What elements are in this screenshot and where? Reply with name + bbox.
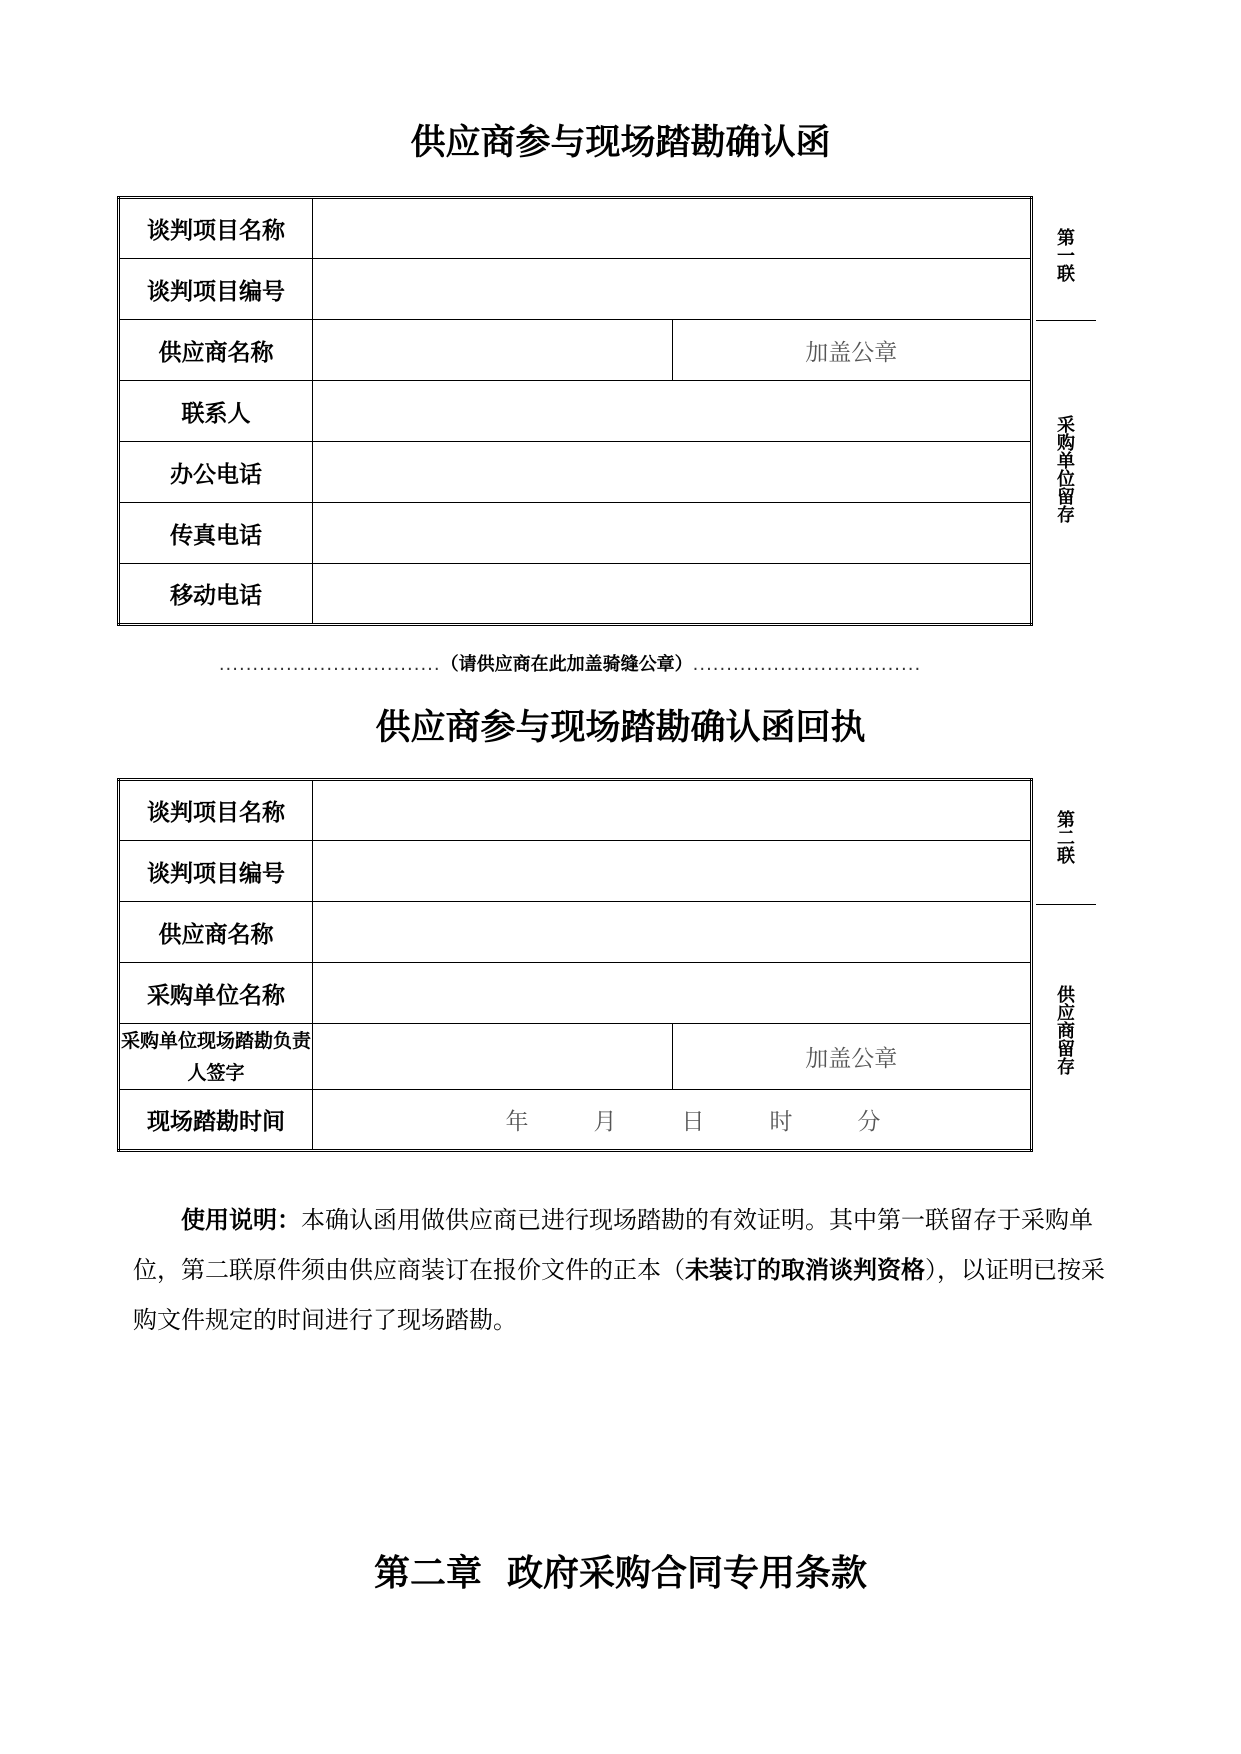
form1-project-number-field[interactable] [313, 259, 1032, 320]
usage-note-text: 本确认函用做供应商已进行现场踏勘的有效证明。其中第一联留存于采购单位，第二联原件须由供应商装订在报价文件的正本（ [133, 1206, 1093, 1284]
form2-label: 采购单位名称 [119, 963, 313, 1024]
form1-side-divider [1036, 320, 1096, 321]
form1-fax-field[interactable] [313, 503, 1032, 564]
form2-supplier-name-field[interactable] [313, 902, 1032, 963]
form1-label: 谈判项目编号 [119, 259, 313, 320]
usage-note-text-end: ），以证明已按采购文件规定的时间进行了现场踏勘。 [133, 1256, 1105, 1334]
seam-stamp-line [130, 650, 1010, 676]
form1-project-name-field[interactable] [313, 198, 1032, 259]
form1-copy-label: 第一联 [1054, 228, 1075, 282]
form2-side-divider [1036, 904, 1096, 905]
form2-label: 谈判项目名称 [119, 780, 313, 841]
chapter-title: 第二章 政府采购合同专用条款 [373, 1553, 868, 1594]
form2-time-field[interactable] [313, 1090, 1032, 1151]
form2-purchaser-name-field[interactable] [313, 963, 1032, 1024]
form2-stamp-cell: 加盖公章 [672, 1024, 1032, 1090]
form2-copy-label: 第二联 [1054, 810, 1075, 864]
form2-keep-label: 供应商留存 [1054, 985, 1075, 1075]
form2-table [117, 778, 1033, 1152]
form1-mobile-field[interactable] [313, 564, 1032, 625]
form1-table [117, 196, 1033, 626]
form2-label: 采购单位现场踏勘负责人签字 [119, 1024, 313, 1090]
form1-supplier-name-field[interactable] [313, 320, 673, 381]
form2-label: 谈判项目编号 [119, 841, 313, 902]
time-unit: 日 [681, 1109, 705, 1135]
form2-project-name-field[interactable] [313, 780, 1032, 841]
usage-note [133, 1195, 1113, 1345]
time-unit: 月 [593, 1109, 617, 1135]
form1-label: 传真电话 [119, 503, 313, 564]
time-unit: 分 [857, 1109, 881, 1135]
form2-label: 供应商名称 [119, 902, 313, 963]
form1-label: 谈判项目名称 [119, 198, 313, 259]
time-unit: 年 [505, 1109, 529, 1135]
form1-stamp-cell: 加盖公章 [672, 320, 1032, 381]
form2-project-number-field[interactable] [313, 841, 1032, 902]
time-unit: 时 [769, 1109, 793, 1135]
form1-label: 联系人 [119, 381, 313, 442]
form1-label: 办公电话 [119, 442, 313, 503]
usage-note-label: 使用说明： [181, 1206, 301, 1234]
seam-note: （请供应商在此加盖骑缝公章） [440, 654, 693, 675]
seam-dots-right: .................................. [692, 654, 922, 675]
form1-title: 供应商参与现场踏勘确认函 [410, 123, 831, 163]
form2-signature-field[interactable] [313, 1024, 673, 1090]
form2-title: 供应商参与现场踏勘确认函回执 [375, 708, 866, 748]
form1-label: 供应商名称 [119, 320, 313, 381]
form1-label: 移动电话 [119, 564, 313, 625]
form1-keep-label: 采购单位留存 [1054, 415, 1075, 523]
form2-label: 现场踏勘时间 [119, 1090, 313, 1151]
form1-office-phone-field[interactable] [313, 442, 1032, 503]
seam-dots-left: ................................. [218, 654, 441, 675]
form1-contact-field[interactable] [313, 381, 1032, 442]
usage-note-emphasis: 未装订的取消谈判资格 [685, 1256, 925, 1284]
